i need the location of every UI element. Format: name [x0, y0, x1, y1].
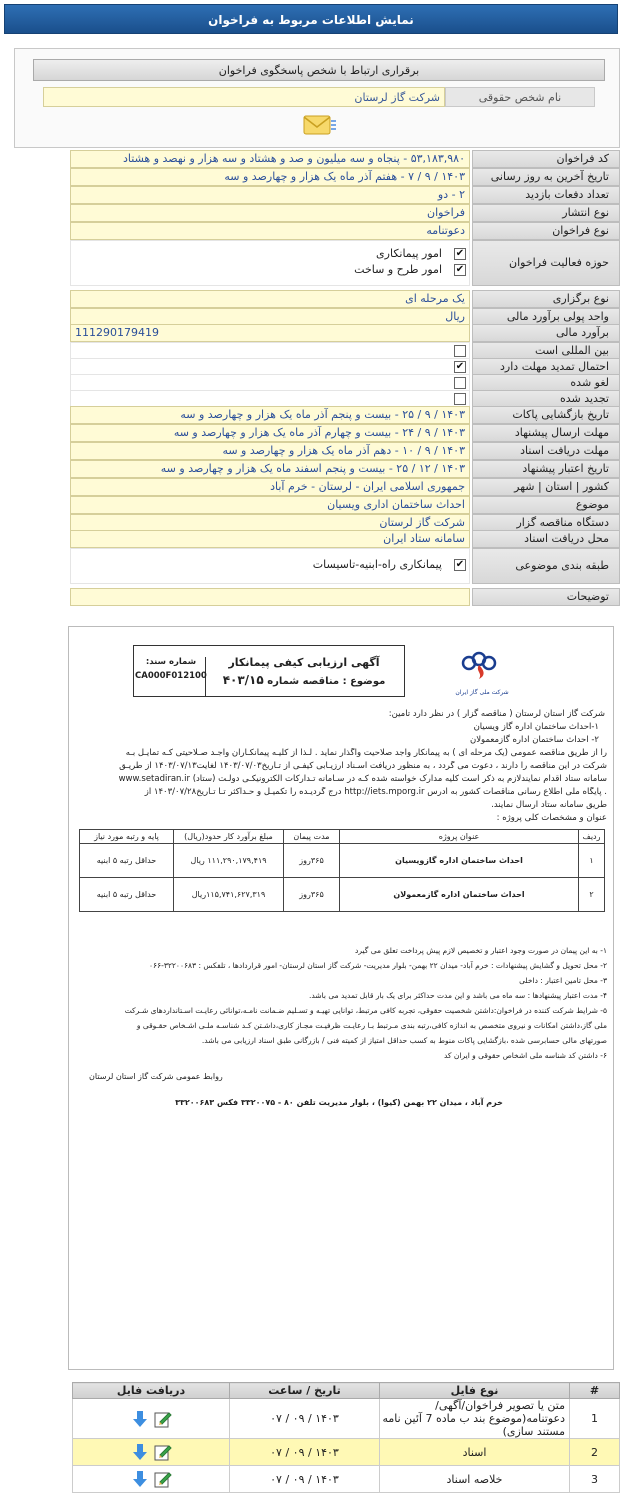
doc-note: ۲- محل تحویل و گشایش پیشنهادات : خرم آباد- میدان ۲۲ بهمن- بلوار مدیریت- شرکت گاز استان لرستان- امور قراردادها ، تلفکس : ۳۲۲۰۰۶۸۳-۰۶۶	[149, 961, 607, 970]
doc-line: . پایگاه ملی اطلاع رسانی مناقصات کشور به آدرس http://iets.mporg.ir درج گردیـده را تکمیـل و حـداکثر تـا تـاریخ۱۴۰۳/۰۷/۲۸ از	[144, 787, 607, 797]
table-cell: ۳۶۵روز	[284, 844, 340, 878]
field-value: ۱۴۰۳ / ۹ / ۱۰ - دهم آذر ماه یک هزار و چهارصد و سه	[70, 442, 470, 460]
field-label: مهلت ارسال پیشنهاد	[472, 424, 620, 442]
doc-line: سامانه ستاد اقدام نمایندلازم به ذکر است کلیه مدارک خواسته شده کـه در سـامانه تـدارکات الکترونیکـی دولـت (ستاد) www.setadiran.ir	[118, 774, 607, 784]
notes-row	[70, 588, 620, 606]
file-num: 1	[570, 1399, 620, 1439]
logo-caption: شرکت ملی گاز ایران	[455, 689, 509, 696]
field-label: نوع برگزاری	[472, 290, 620, 308]
field-label: تاریخ آخرین به روز رسانی	[472, 168, 620, 186]
field-label: دستگاه مناقصه گزار	[472, 514, 620, 532]
page-header: نمایش اطلاعات مربوط به فراخوان	[4, 4, 618, 34]
field-value: ۱۴۰۳ / ۹ / ۲۵ - بیست و پنجم آذر ماه یک هزار و چهارصد و سه	[70, 406, 470, 424]
check-label: احتمال تمدید مهلت دارد	[472, 358, 620, 376]
contact-panel-title: برقراری ارتباط با شخص پاسخگوی فراخوان	[33, 59, 605, 81]
doc-signature: روابط عمومی شرکت گاز استان لرستان	[89, 1072, 223, 1081]
field-label: نوع فراخوان	[472, 222, 620, 240]
check-label: بین المللی است	[472, 342, 620, 360]
doc-subject-label: موضوع : مناقصه شماره	[267, 676, 386, 687]
doc-line: را از طریق مناقصه عمومی (یک مرحله ای ) به پیمانکار واجد صلاحیت واگذار نماید . لـذا از کلیـه پیمانکـاران واجـد صـلاحیتی کـه تمایـل بـه	[125, 748, 607, 758]
field-row	[70, 442, 620, 460]
field-value: جمهوری اسلامی ایران - لرستان - خرم آباد	[70, 478, 470, 496]
field-row	[70, 530, 620, 548]
edit-icon[interactable]	[154, 1443, 172, 1461]
field-row	[70, 150, 620, 168]
file-date: ۱۴۰۳ / ۰۹ / ۰۷	[230, 1439, 380, 1466]
doc-number-label: شماره سند:	[145, 657, 197, 667]
notes-value	[70, 588, 470, 606]
table-cell: ۱	[579, 844, 605, 878]
doc-note: ملی گاز،داشتن امکانات و نیروی متخصص به اندازه کافی،رتبه بندی مـرتبط بـا رعایـت ظرفیـت مجـاز کاری،داشـتن کـد شناسـه ملـی اشـخاص حقـوقی و	[136, 1021, 607, 1030]
table-cell: ۱۱۱,۲۹۰,۱۷۹,۴۱۹ ریال	[174, 844, 284, 878]
file-actions	[73, 1439, 230, 1466]
table-header: مبلغ برآورد کار حدود(ریال)	[174, 830, 284, 844]
extension-checkbox[interactable]: ✔	[455, 361, 465, 372]
field-row	[70, 324, 620, 342]
table-cell: ۱۱۵,۷۴۱,۶۲۷,۳۱۹ریال	[174, 878, 284, 912]
file-actions	[73, 1399, 230, 1439]
check-label: لغو شده	[472, 374, 620, 392]
field-label: موضوع	[472, 496, 620, 514]
doc-line: ۲- احداث ساختمان اداره گازمعمولان	[469, 735, 599, 745]
legal-person-label: نام شخص حقوقی	[445, 87, 595, 107]
download-arrow-icon[interactable]	[133, 1470, 147, 1488]
activity-row	[70, 240, 620, 286]
activity-label: حوزه فعالیت فراخوان	[472, 240, 620, 286]
field-value: ۵۳,۱۸۳,۹۸۰ - پنجاه و سه میلیون و صد و هشتاد و سه هزار و نهصد و هشتاد	[70, 150, 470, 168]
table-header: پایه و رتبه مورد نیاز	[80, 830, 174, 844]
doc-line: عنوان و مشخصات کلی پروژه :	[496, 813, 607, 823]
field-label: تاریخ بازگشایی پاکات	[472, 406, 620, 424]
files-table	[72, 1382, 620, 1493]
field-value: احداث ساختمان اداری ویسیان	[70, 496, 470, 514]
budget-value: 111290179419	[70, 324, 470, 342]
field-row	[70, 496, 620, 514]
file-row	[73, 1399, 620, 1439]
file-type: اسناد	[380, 1439, 570, 1466]
table-cell: ۳۶۵روز	[284, 878, 340, 912]
doc-note: صورتهای مالی حسابرسی شده ،بازگشایی پاکات منوط به کسب حداقل امتیاز از کمیته فنی / بازرگانی طبق اسناد ارزیابی می باشد.	[201, 1036, 607, 1045]
download-arrow-icon[interactable]	[133, 1443, 147, 1461]
field-label: واحد پولی برآورد مالی	[472, 308, 620, 326]
field-row	[70, 186, 620, 204]
table-cell: حداقل رتبه ۵ ابنیه	[80, 844, 174, 878]
doc-note: ۳- محل تامین اعتبار : داخلی	[519, 976, 607, 985]
doc-subject	[211, 675, 397, 687]
table-header: ردیف	[579, 830, 605, 844]
field-value: یک مرحله ای	[70, 290, 470, 308]
category-checkbox[interactable]: ✔	[455, 559, 465, 570]
file-type: متن یا تصویر فراخوان/آگهی/دعوتنامه(موضوع بند ب ماده 7 آئین نامه مستند سازی)	[380, 1399, 570, 1439]
download-arrow-icon[interactable]	[133, 1410, 147, 1428]
field-value: ۱۴۰۳ / ۱۲ / ۲۵ - بیست و پنجم اسفند ماه یک هزار و چهارصد و سه	[70, 460, 470, 478]
international-checkbox[interactable]	[454, 345, 466, 357]
doc-note: ۱- به این پیمان در صورت وجود اعتبار و تخصیص لازم پیش پرداخت تعلق می گیرد	[355, 946, 607, 955]
project-table	[79, 829, 605, 912]
field-row	[70, 478, 620, 496]
field-value: ریال	[70, 308, 470, 326]
doc-title: آگهی ارزیابی کیفی پیمانکار	[228, 656, 380, 669]
contact-panel	[14, 48, 620, 148]
field-row	[70, 406, 620, 424]
file-actions	[73, 1466, 230, 1493]
field-row	[70, 424, 620, 442]
table-cell: احداث ساختمان اداره گازویسیان	[340, 844, 579, 878]
check-label: تجدید شده	[472, 390, 620, 408]
doc-note: ۶- داشتن کد شناسه ملی اشخاص حقوقی و ایران کد	[443, 1051, 607, 1060]
doc-line: شرکت در این مناقصه را دارند ، دعوت می گردد ، به منظور دریافت اسـناد ارزیـابی کیفـی از تـاریخ۱۴۰۳/۰۷/۰۳ لغایت۱۴۰۳/۰۷/۱۳ از طریـق	[119, 761, 607, 771]
doc-line: ۱-احداث ساختمان اداره گاز ویسیان	[473, 722, 599, 732]
table-cell: حداقل رتبه ۵ ابنیه	[80, 878, 174, 912]
activity-item-2: امور طرح و ساخت	[354, 263, 442, 276]
field-label: تعداد دفعات بازدید	[472, 186, 620, 204]
file-date: ۱۴۰۳ / ۰۹ / ۰۷	[230, 1399, 380, 1439]
announcement-document	[68, 626, 614, 1370]
legal-person-value: شرکت گاز لرستان	[43, 87, 445, 107]
field-value: فراخوان	[70, 204, 470, 222]
field-value: ۲ - دو	[70, 186, 470, 204]
doc-footer: خرم آباد ، میدان ۲۲ بهمن (کیوا) ، بلوار مدیریت تلفن ۸۰ - ۳۳۲۰۰۷۵ فکس ۳۳۲۰۰۶۸۳	[175, 1098, 503, 1107]
doc-subject-number: ۴۰۳/۱۵	[222, 673, 264, 687]
doc-note: ۵- شرایط شرکت کننده در فراخوان:داشتن شخصیت حقوقی، تجربه کافی مرتبط، توانایی تهیـه و تسـلیم ضـمانت نامـه،توانائی رعایـت اسـتانداردهای شـرکت	[124, 1006, 607, 1015]
notes-label: توضیحات	[472, 588, 620, 606]
field-row	[70, 290, 620, 308]
renewed-checkbox[interactable]	[454, 393, 466, 405]
canceled-checkbox[interactable]	[454, 377, 466, 389]
table-cell: ۲	[579, 878, 605, 912]
edit-icon[interactable]	[154, 1470, 172, 1488]
file-type: خلاصه اسناد	[380, 1466, 570, 1493]
category-label: طبقه بندی موضوعی	[472, 548, 620, 584]
file-row	[73, 1466, 620, 1493]
field-label: مهلت دریافت اسناد	[472, 442, 620, 460]
field-row	[70, 168, 620, 186]
field-value: سامانه ستاد ایران	[70, 530, 470, 548]
field-label: برآورد مالی	[472, 324, 620, 342]
field-value: ۱۴۰۳ / ۹ / ۲۴ - بیست و چهارم آذر ماه یک هزار و چهارصد و سه	[70, 424, 470, 442]
field-value: ۱۴۰۳ / ۹ / ۷ - هفتم آذر ماه یک هزار و چهارصد و سه	[70, 168, 470, 186]
field-value: شرکت گاز لرستان	[70, 514, 470, 532]
doc-number-value: CA000F012100	[135, 671, 207, 681]
activity-item-1: امور پیمانکاری	[376, 247, 442, 260]
files-header-date: تاریخ / ساعت	[230, 1383, 380, 1399]
field-label: نوع انتشار	[472, 204, 620, 222]
edit-icon[interactable]	[154, 1410, 172, 1428]
mail-icon[interactable]	[301, 113, 337, 137]
file-row	[73, 1439, 620, 1466]
field-label: کشور | استان | شهر	[472, 478, 620, 496]
files-header-num: #	[570, 1383, 620, 1399]
file-num: 2	[570, 1439, 620, 1466]
field-label: کد فراخوان	[472, 150, 620, 168]
doc-note: ۴- مدت اعتبار پیشنهادها : سه ماه می باشد و این مدت حداکثر برای یک بار قابل تمدید می باشد.	[309, 991, 607, 1000]
field-label: تاریخ اعتبار پیشنهاد	[472, 460, 620, 478]
table-cell: احداث ساختمان اداره گازمعمولان	[340, 878, 579, 912]
table-header: مدت پیمان	[284, 830, 340, 844]
file-num: 3	[570, 1466, 620, 1493]
doc-line: طریق سامانه ستاد ارسال نمایند.	[491, 800, 607, 810]
field-row	[70, 460, 620, 478]
files-header-type: نوع فایل	[380, 1383, 570, 1399]
activity-checkbox-1[interactable]: ✔	[455, 248, 465, 259]
table-header: عنوان پروژه	[340, 830, 579, 844]
file-date: ۱۴۰۳ / ۰۹ / ۰۷	[230, 1466, 380, 1493]
field-row	[70, 222, 620, 240]
field-value: دعوتنامه	[70, 222, 470, 240]
files-header-download: دریافت فایل	[73, 1383, 230, 1399]
doc-line: شرکت گاز استان لرستان ( مناقصه گزار ) در نظر دارد تامین:	[388, 709, 605, 719]
field-row	[70, 204, 620, 222]
category-item: پیمانکاری راه-ابنیه-تاسیسات	[312, 558, 442, 571]
field-label: محل دریافت اسناد	[472, 530, 620, 548]
activity-checkbox-2[interactable]: ✔	[455, 264, 465, 275]
